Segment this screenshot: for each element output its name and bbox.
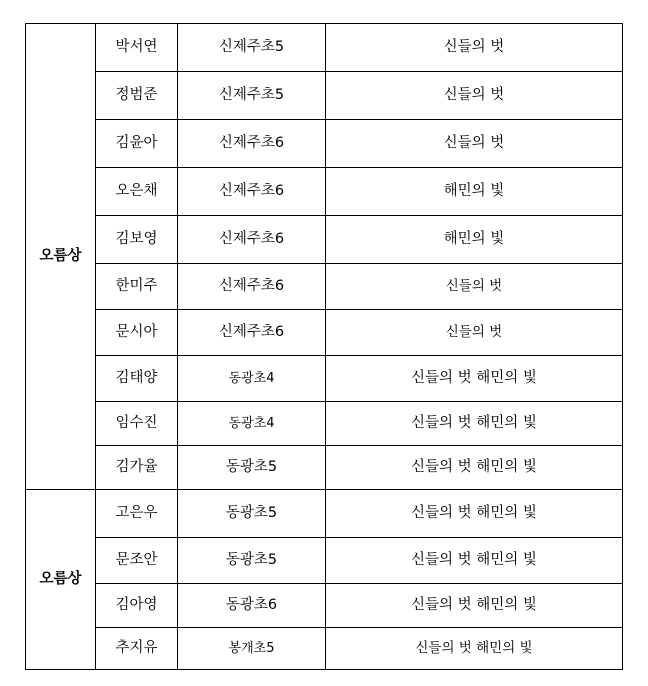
name-cell: 김아영	[96, 584, 178, 628]
name-cell: 오은채	[96, 168, 178, 216]
name-cell: 정범준	[96, 72, 178, 120]
school-cell: 신제주초6	[178, 310, 326, 356]
table-row	[26, 216, 623, 264]
work-cell: 신들의 벗 해민의 빛	[326, 584, 623, 628]
work-cell: 신들의 벗	[326, 310, 623, 356]
school-cell: 동광초5	[178, 538, 326, 584]
award-category-cell: 오름상	[26, 24, 96, 490]
name-cell: 한미주	[96, 264, 178, 310]
work-cell: 해민의 빛	[326, 168, 623, 216]
school-cell: 신제주초6	[178, 264, 326, 310]
work-cell: 신들의 벗	[326, 264, 623, 310]
name-cell: 김가율	[96, 446, 178, 490]
work-cell: 신들의 벗 해민의 빛	[326, 490, 623, 538]
name-cell: 김윤아	[96, 120, 178, 168]
award-category-cell: 오름상	[26, 490, 96, 670]
name-cell: 고은우	[96, 490, 178, 538]
work-cell: 신들의 벗	[326, 24, 623, 72]
table-row	[26, 264, 623, 310]
table-row	[26, 168, 623, 216]
school-cell: 신제주초6	[178, 168, 326, 216]
school-cell: 동광초5	[178, 490, 326, 538]
school-cell: 동광초4	[178, 356, 326, 402]
table-row	[26, 24, 623, 72]
school-cell: 동광초6	[178, 584, 326, 628]
table-row	[26, 490, 623, 538]
school-cell: 봉개초5	[178, 628, 326, 670]
work-cell: 신들의 벗 해민의 빛	[326, 628, 623, 670]
table-row	[26, 628, 623, 670]
name-cell: 문시아	[96, 310, 178, 356]
school-cell: 신제주초6	[178, 216, 326, 264]
name-cell: 추지유	[96, 628, 178, 670]
school-cell: 동광초5	[178, 446, 326, 490]
table-row	[26, 72, 623, 120]
work-cell: 해민의 빛	[326, 216, 623, 264]
school-cell: 신제주초5	[178, 24, 326, 72]
table-row	[26, 402, 623, 446]
table-row	[26, 584, 623, 628]
name-cell: 임수진	[96, 402, 178, 446]
table-row	[26, 356, 623, 402]
table-row	[26, 538, 623, 584]
table-row	[26, 446, 623, 490]
school-cell: 동광초4	[178, 402, 326, 446]
name-cell: 김보영	[96, 216, 178, 264]
work-cell: 신들의 벗 해민의 빛	[326, 538, 623, 584]
work-cell: 신들의 벗	[326, 120, 623, 168]
table-row	[26, 310, 623, 356]
school-cell: 신제주초5	[178, 72, 326, 120]
work-cell: 신들의 벗 해민의 빛	[326, 356, 623, 402]
award-winners-table	[25, 23, 623, 670]
name-cell: 김태양	[96, 356, 178, 402]
school-cell: 신제주초6	[178, 120, 326, 168]
name-cell: 박서연	[96, 24, 178, 72]
work-cell: 신들의 벗 해민의 빛	[326, 402, 623, 446]
table-row	[26, 120, 623, 168]
work-cell: 신들의 벗 해민의 빛	[326, 446, 623, 490]
name-cell: 문조안	[96, 538, 178, 584]
work-cell: 신들의 벗	[326, 72, 623, 120]
